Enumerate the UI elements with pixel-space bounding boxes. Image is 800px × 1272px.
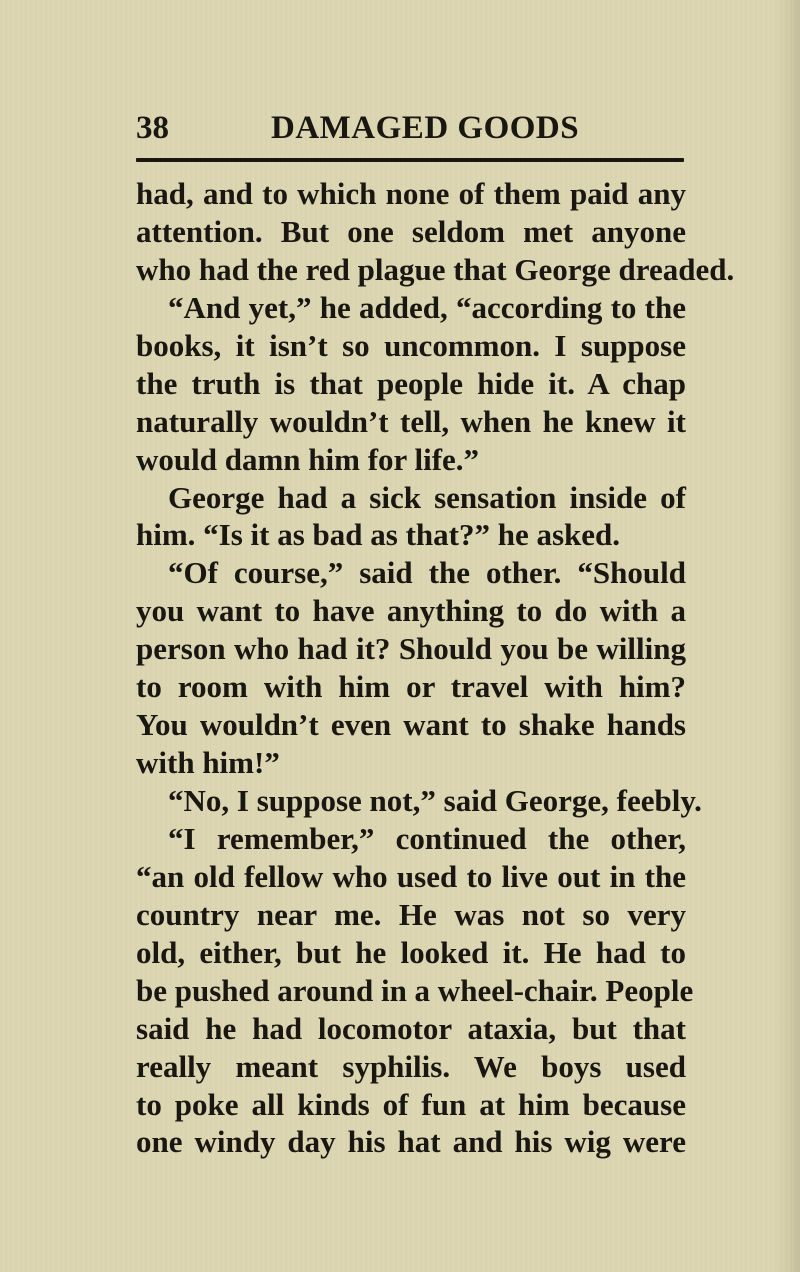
text-line: books, it isn’t so uncommon. I suppose	[136, 327, 686, 363]
text-line: You wouldn’t even want to shake hands	[136, 707, 686, 743]
text-line: “No, I suppose not,” said George, feebly.	[168, 783, 702, 818]
text-line: the truth is that people hide it. A chap	[136, 365, 686, 401]
text-line: “an old fellow who used to live out in the	[136, 858, 686, 894]
running-head-title: DAMAGED GOODS	[271, 110, 580, 146]
page-edge-shadow	[774, 0, 800, 1272]
text-line: George had a sick sensation inside of	[168, 479, 686, 515]
text-line: naturally wouldn’t tell, when he knew it	[136, 403, 686, 439]
text-line: him. “Is it as bad as that?” he asked.	[136, 517, 621, 553]
page-header	[136, 108, 686, 148]
text-line: with him!”	[136, 745, 280, 781]
text-line: “And yet,” he added, “according to the	[168, 289, 686, 325]
text-line: person who had it? Should you be willing	[136, 631, 686, 667]
text-line: would damn him for life.”	[136, 441, 480, 477]
text-line: had, and to which none of them paid any	[136, 176, 686, 211]
text-line: “I remember,” continued the other,	[168, 820, 686, 856]
text-line: one windy day his hat and his wig were	[136, 1124, 686, 1160]
text-line: attention. But one seldom met anyone	[136, 213, 686, 249]
text-line: you want to have anything to do with a	[136, 593, 686, 629]
text-line: “Of course,” said the other. “Should	[168, 555, 686, 591]
text-line: old, either, but he looked it. He had to	[136, 934, 686, 970]
header-rule	[136, 158, 684, 162]
text-line: really meant syphilis. We boys used	[136, 1048, 686, 1084]
text-line: be pushed around in a wheel-chair. People	[136, 972, 694, 1008]
text-line: said he had locomotor ataxia, but that	[136, 1010, 686, 1046]
text-line: to poke all kinds of fun at him because	[136, 1086, 686, 1122]
text-line: to room with him or travel with him?	[136, 669, 686, 705]
page-number: 38	[136, 110, 169, 146]
text-line: country near me. He was not so very	[136, 896, 686, 932]
text-line: who had the red plague that George dreaded.	[136, 251, 735, 287]
body-text	[136, 175, 735, 1161]
